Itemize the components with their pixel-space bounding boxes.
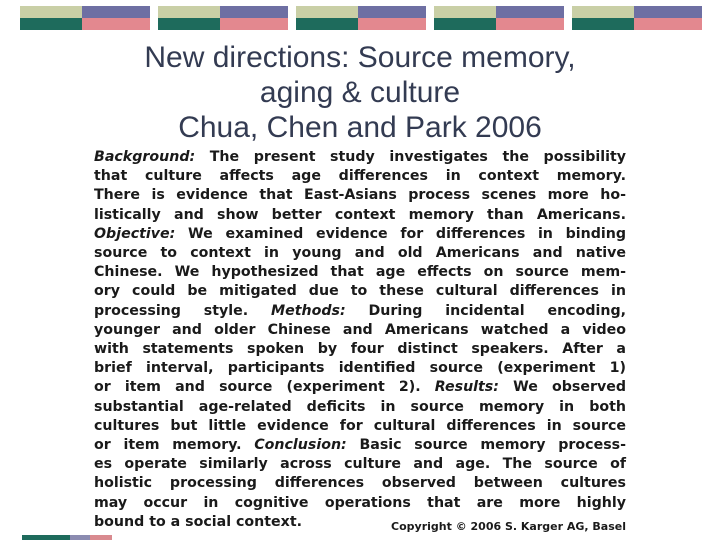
abstract-text: ory could be mitigated due to these cultural differences in: [94, 283, 626, 300]
top-bar-block: [296, 6, 358, 18]
abstract-text: listically and show better context memory than Americans.: [94, 206, 626, 223]
top-bar-segment: [296, 6, 426, 30]
bottom-bar-segment: [22, 535, 70, 540]
top-bar-segment: [572, 6, 702, 30]
top-bar-block: [220, 18, 288, 30]
title-line-3: Chua, Chen and Park 2006: [178, 111, 542, 144]
abstract-text: During incidental encoding,: [345, 302, 626, 319]
abstract-line: [94, 398, 626, 417]
abstract-text: or item memory.: [94, 437, 255, 454]
abstract-line: [94, 321, 626, 340]
abstract-line: [94, 225, 626, 244]
abstract-image-text: [94, 148, 626, 534]
top-bar-segment: [434, 6, 564, 30]
abstract-text: Chinese. We hypothesized that age effects on source mem-: [94, 264, 626, 281]
top-bar-block: [20, 6, 82, 18]
top-bar-segment: [20, 6, 150, 30]
abstract-line: [94, 378, 626, 397]
bottom-decorative-bar: [0, 534, 720, 540]
abstract-text: cultures but little evidence for cultural differences in source: [94, 417, 626, 434]
top-bar-block: [358, 6, 426, 18]
abstract-text: bound to a social context.: [94, 513, 303, 530]
abstract-heading: Background:: [94, 149, 196, 165]
abstract-line: [94, 455, 626, 474]
abstract-line: [94, 340, 626, 359]
abstract-text: processing style.: [94, 302, 271, 319]
abstract-text: Basic source memory process-: [346, 437, 626, 454]
title-line-1: New directions: Source memory,: [144, 41, 576, 74]
abstract-body: [94, 148, 626, 532]
abstract-text: source to context in young and old Americans and native: [94, 245, 626, 262]
abstract-text: may occur in cognitive operations that are more highly: [94, 494, 626, 511]
top-bar-block: [496, 18, 564, 30]
bottom-bar-segment: [90, 535, 112, 540]
abstract-line: [94, 436, 626, 455]
abstract-line: [94, 206, 626, 225]
bottom-bar-segment: [70, 535, 90, 540]
top-bar-block: [82, 6, 150, 18]
abstract-line: [94, 417, 626, 436]
abstract-line: [94, 186, 626, 205]
top-bar-block: [634, 18, 702, 30]
abstract-text: There is evidence that East-Asians process scenes more ho-: [94, 187, 626, 204]
abstract-text: brief interval, participants identified source (experiment 1): [94, 360, 626, 377]
abstract-text: holistic processing differences observed between cultures: [94, 475, 626, 492]
abstract-text: We examined evidence for differences in binding: [175, 225, 626, 242]
abstract-line: [94, 474, 626, 493]
abstract-text: We observed: [498, 379, 626, 396]
top-bar-block: [296, 18, 358, 30]
slide-title: [0, 40, 720, 145]
top-bar-block: [572, 18, 634, 30]
abstract-line: [94, 244, 626, 263]
abstract-heading: Objective:: [94, 225, 176, 242]
top-bar-block: [158, 18, 220, 30]
abstract-line: [94, 494, 626, 513]
top-bar-block: [634, 6, 702, 18]
top-decorative-bar: [0, 0, 720, 36]
top-bar-block: [434, 6, 496, 18]
abstract-heading: Results:: [434, 379, 499, 396]
abstract-text: or item and source (experiment 2).: [94, 379, 435, 396]
top-bar-block: [496, 6, 564, 18]
abstract-text: that culture affects age differences in context memory.: [94, 168, 626, 185]
abstract-text: younger and older Chinese and Americans watched a video: [94, 321, 626, 338]
top-bar-block: [158, 6, 220, 18]
top-bar-block: [220, 6, 288, 18]
title-line-2: aging & culture: [259, 76, 461, 109]
top-bar-block: [434, 18, 496, 30]
abstract-line: [94, 282, 626, 301]
abstract-line: [94, 263, 626, 282]
abstract-line: [94, 359, 626, 378]
abstract-line: [94, 302, 626, 321]
abstract-line: [94, 167, 626, 186]
abstract-text: with statements spoken by four distinct speakers. After a: [94, 341, 626, 358]
top-bar-block: [358, 18, 426, 30]
top-bar-block: [572, 6, 634, 18]
abstract-heading: Methods:: [270, 302, 346, 319]
abstract-line: [94, 148, 626, 167]
top-bar-block: [82, 18, 150, 30]
copyright-notice: Copyright © 2006 S. Karger AG, Basel: [391, 520, 626, 533]
abstract-text: The present study investigates the possibility: [195, 149, 626, 165]
abstract-heading: Conclusion:: [254, 437, 347, 454]
top-bar-segment: [158, 6, 288, 30]
abstract-text: substantial age-related deficits in source memory in both: [94, 398, 626, 415]
top-bar-block: [20, 18, 82, 30]
abstract-text: es operate similarly across culture and age. The source of: [94, 456, 626, 473]
